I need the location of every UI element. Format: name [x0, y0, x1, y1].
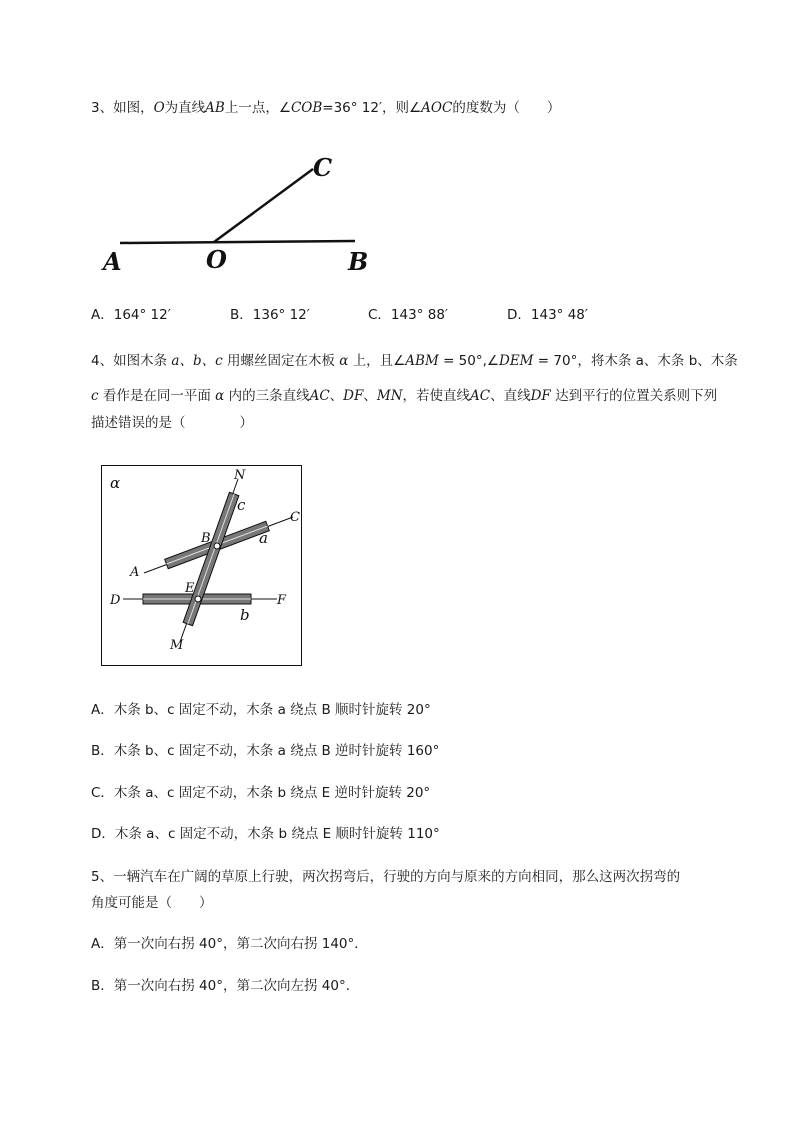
q3-figure — [95, 148, 385, 278]
q3-option-c: C．143° 88′ — [368, 307, 448, 323]
q3-options — [91, 303, 711, 323]
label-E: E — [185, 581, 195, 596]
label-B: B — [348, 247, 369, 276]
q4-stem-line2: c 看作是在同一平面 α 内的三条直线AC、DF、MN，若使直线AC、直线DF 达到平行的位置关系则下列 — [91, 388, 718, 404]
q4-option-d: D．木条 a、c 固定不动，木条 b 绕点 E 顺时针旋转 110° — [91, 826, 440, 842]
screw-e — [195, 596, 201, 602]
label-F: F — [277, 593, 287, 608]
label-C: C — [290, 510, 300, 525]
label-C: C — [313, 153, 333, 182]
ray-oc — [214, 169, 313, 242]
q4-option-a: A．木条 b、c 固定不动，木条 a 绕点 B 顺时针旋转 20° — [91, 702, 431, 718]
label-b-stick: b — [240, 606, 250, 624]
label-D: D — [110, 593, 121, 608]
label-A: A — [130, 565, 140, 580]
screw-b — [214, 543, 220, 549]
q4-option-b: B．木条 b、c 固定不动，木条 a 绕点 B 逆时针旋转 160° — [91, 743, 440, 759]
label-A: A — [103, 247, 122, 276]
label-c-stick: c — [237, 496, 246, 514]
q5-option-b: B．第一次向右拐 40°，第二次向左拐 40°． — [91, 978, 360, 994]
q5-stem-line1: 5、一辆汽车在广阔的草原上行驶，两次拐弯后，行驶的方向与原来的方向相同，那么这两次拐弯的 — [91, 869, 681, 885]
q4-stem-line1: 4、如图木条 a、b、c 用螺丝固定在木板 α 上，且∠ABM = 50°,∠DEM = 70°，将木条 a、木条 b、木条 — [91, 353, 738, 369]
label-M: M — [170, 638, 184, 653]
label-B: B — [201, 531, 211, 546]
q3-option-a: A．164° 12′ — [91, 307, 171, 323]
q3-stem: 3、如图，O为直线AB上一点，∠COB=36° 12′，则∠AOC的度数为（ ） — [91, 100, 561, 116]
q4-stem-line3: 描述错误的是（ ） — [91, 415, 253, 431]
q4-figure — [101, 465, 303, 667]
q5-stem-line2: 角度可能是（ ） — [91, 895, 213, 911]
q3-option-b: B．136° 12′ — [230, 307, 310, 323]
label-alpha: α — [110, 474, 121, 492]
label-N: N — [234, 468, 246, 483]
q4-option-c: C．木条 a、c 固定不动，木条 b 绕点 E 逆时针旋转 20° — [91, 785, 431, 801]
label-a-stick: a — [259, 529, 268, 547]
line-ab — [120, 241, 355, 243]
label-O: O — [206, 245, 227, 274]
q3-option-d: D．143° 48′ — [507, 307, 588, 323]
q5-option-a: A．第一次向右拐 40°，第二次向右拐 140°． — [91, 936, 368, 952]
